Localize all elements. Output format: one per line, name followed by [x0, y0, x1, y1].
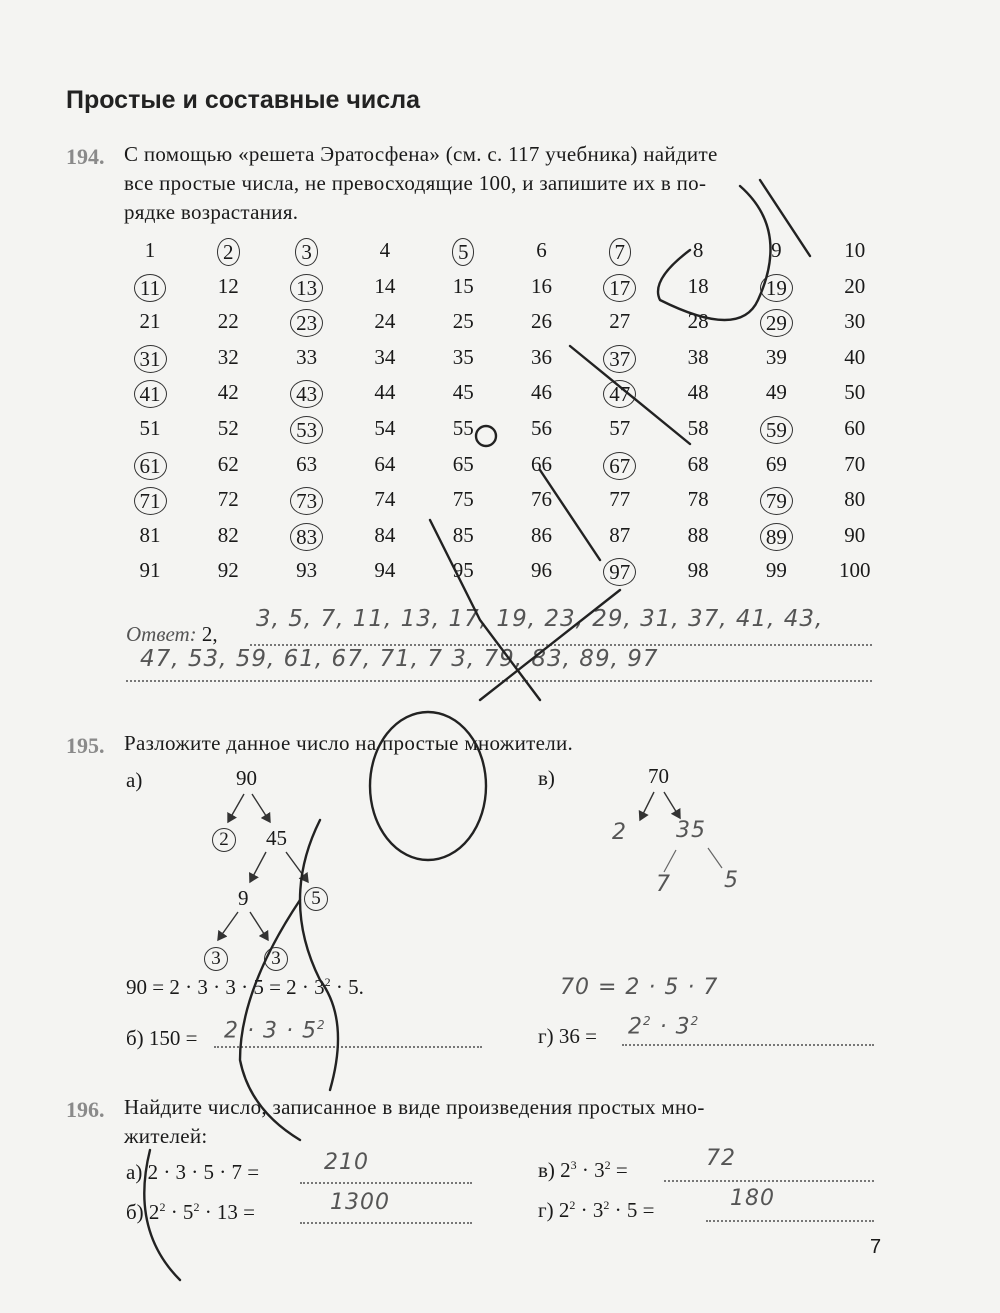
sieve-value: 24	[374, 309, 396, 334]
sieve-value: 4	[379, 238, 391, 262]
task-194-line2: все простые числа, не превосходящие 100, и запишите их в по-	[124, 171, 707, 195]
sieve-value: 57	[609, 416, 631, 440]
tree-v-hand-2: 2	[612, 820, 627, 845]
circled-prime: 13	[290, 274, 323, 302]
sieve-value: 45	[452, 380, 474, 405]
sieve-value: 14	[374, 273, 396, 298]
sieve-value: 76	[531, 487, 552, 512]
sieve-value: 63	[296, 451, 318, 476]
sieve-value: 12	[217, 273, 239, 298]
sieve-value: 77	[609, 487, 631, 512]
task-196-g-label: г) $2^2 \cdot 3^2 \cdot 5$ =	[538, 1198, 655, 1222]
answer-label: Ответ:	[126, 622, 197, 646]
task-196-b-label: б) $2^2 \cdot 5^2 \cdot 13$ =	[126, 1200, 256, 1224]
sieve-value: 64	[374, 451, 396, 476]
sieve-value: 16	[531, 273, 552, 298]
sieve-value: 69	[765, 451, 787, 476]
task-195-a-label: а)	[126, 768, 143, 792]
sieve-value: 62	[217, 451, 239, 476]
sieve-value: 20	[844, 273, 866, 298]
tree-a-node-9: 9	[238, 886, 249, 910]
sieve-value: 56	[531, 416, 552, 440]
sieve-value: 30	[844, 309, 866, 334]
circled-prime: 73	[290, 487, 323, 515]
answer-hand-line1: 3, 5, 7, 11, 13, 17, 19, 23, 29, 31, 37, 41, 43,	[256, 606, 824, 632]
sieve-value: 49	[765, 380, 787, 405]
sieve-value: 50	[844, 380, 866, 405]
circled-prime: 17	[603, 274, 636, 302]
sieve-value: 6	[536, 238, 547, 262]
task-196-text: Найдите число, записанное в виде произведения простых мно- жителей:	[124, 1095, 705, 1148]
tree-v-root: 70	[648, 764, 669, 788]
tree-a-factor-2: 2	[212, 828, 236, 852]
task-195-v-label: в)	[538, 766, 555, 790]
sieve-value: 52	[217, 416, 239, 440]
sieve-value: 22	[217, 309, 239, 334]
task-195-g-hand: $2^2 \cdot 3^2$	[628, 1014, 700, 1040]
page-number: 7	[870, 1236, 882, 1258]
task-196-number: 196.	[66, 1097, 105, 1122]
sieve-value: 90	[844, 522, 866, 547]
sieve-value: 55	[452, 416, 474, 440]
sieve-value: 39	[765, 344, 787, 369]
tree-a-root: 90	[236, 766, 257, 790]
tree-a-node-45: 45	[266, 826, 287, 850]
sieve-value: 36	[531, 344, 552, 369]
task-196-a-hand: 210	[324, 1150, 369, 1175]
circled-prime: 41	[134, 380, 167, 408]
sieve-value: 44	[374, 380, 396, 405]
sieve-value: 93	[296, 558, 318, 583]
sieve-value: 84	[374, 522, 396, 547]
task-196-v-hand: 72	[706, 1146, 736, 1171]
sieve-value: 46	[531, 380, 552, 405]
sieve-value: 70	[844, 451, 866, 476]
task-194-number: 194.	[66, 144, 105, 169]
sieve-value: 51	[139, 416, 161, 440]
sieve-value: 10	[844, 238, 866, 262]
sieve-value: 60	[844, 416, 866, 440]
circled-prime: 53	[290, 416, 323, 444]
sieve-value: 98	[687, 558, 709, 583]
sieve-value: 72	[217, 487, 239, 512]
sieve-value: 92	[217, 558, 239, 583]
tree-a-factor-3a: 3	[204, 947, 228, 971]
circled-prime: 89	[760, 523, 793, 551]
tree-a-factor-5: 5	[304, 887, 328, 911]
sieve-value: 18	[687, 273, 709, 298]
circled-prime: 83	[290, 523, 323, 551]
task-196-b-hand: 1300	[330, 1190, 390, 1215]
sieve-value: 54	[374, 416, 396, 440]
sieve-value: 94	[374, 558, 396, 583]
sieve-value: 66	[531, 451, 552, 476]
section-title: Простые и составные числа	[66, 86, 420, 114]
task-196-g-hand: 180	[730, 1186, 775, 1211]
sieve-value: 15	[452, 273, 474, 298]
circled-prime: 79	[760, 487, 793, 515]
task-196-v-label: в) $2^3 \cdot 3^2$ =	[538, 1158, 628, 1182]
circled-prime: 31	[134, 345, 167, 373]
sieve-value: 25	[452, 309, 474, 334]
circled-prime: 71	[134, 487, 167, 515]
tree-a-factor-3b: 3	[264, 947, 288, 971]
sieve-value: 88	[687, 522, 709, 547]
task-196-a-label: а) 2 · 3 · 5 · 7 =	[126, 1160, 260, 1184]
task-195-number: 195.	[66, 733, 105, 758]
circled-prime: 47	[603, 380, 636, 408]
circled-prime: 7	[609, 238, 632, 266]
circled-prime: 29	[760, 309, 793, 337]
sieve-value: 35	[452, 344, 474, 369]
circled-prime: 67	[603, 452, 636, 480]
task-195-b-hand: $2 \cdot 3 \cdot 5^2$	[224, 1018, 326, 1044]
sieve-value: 87	[609, 522, 631, 547]
sieve-value: 9	[771, 238, 782, 262]
sieve-value: 40	[844, 344, 866, 369]
circled-prime: 11	[134, 274, 166, 302]
circled-prime: 37	[603, 345, 636, 373]
circled-prime: 19	[760, 274, 793, 302]
sieve-value: 100	[838, 558, 871, 583]
tree-v-hand-result: 70 = 2 · 5 · 7	[560, 975, 719, 1000]
circled-prime: 23	[290, 309, 323, 337]
answer-hand-line2: 47, 53, 59, 61, 67, 71, 7 3, 79, 83, 89, 97	[140, 646, 659, 672]
tree-v-hand-7: 7	[656, 872, 671, 897]
circled-prime: 2	[217, 238, 240, 266]
answer-printed: 2,	[201, 622, 218, 646]
sieve-value: 95	[452, 558, 474, 583]
sieve-value: 86	[531, 522, 552, 547]
sieve-value: 34	[374, 344, 396, 369]
task-195-text: Разложите данное число на простые множители.	[124, 731, 574, 755]
sieve-value: 75	[452, 487, 474, 512]
task-195-a-result: $90 = 2 \cdot 3 \cdot 3 \cdot 5 = 2 \cdot 3^2 \cdot 5$.	[126, 975, 364, 999]
task-194-line1: С помощью «решета Эратосфена» (см. с. 117 учебника) найдите	[124, 142, 718, 166]
sieve-value: 85	[452, 522, 474, 547]
sieve-value: 96	[531, 558, 552, 583]
tree-v-hand-5: 5	[724, 868, 739, 893]
sieve-value: 21	[139, 309, 161, 334]
sieve-value: 58	[687, 416, 709, 440]
sieve-value: 33	[296, 344, 318, 369]
circled-prime: 61	[134, 452, 167, 480]
sieve-value: 42	[217, 380, 239, 405]
sieve-value: 68	[687, 451, 709, 476]
sieve-value: 91	[139, 558, 161, 583]
task-195-g-label: г) 36 =	[538, 1024, 597, 1048]
sieve-value: 28	[687, 309, 709, 334]
sieve-value: 1	[144, 238, 156, 262]
circled-prime: 43	[290, 380, 323, 408]
sieve-value: 78	[687, 487, 709, 512]
sieve-value: 8	[692, 238, 704, 262]
task-194-line3: рядке возрастания.	[124, 200, 299, 224]
circled-prime: 59	[760, 416, 793, 444]
sieve-value: 48	[687, 380, 709, 405]
sieve-value: 74	[374, 487, 396, 512]
circled-prime: 97	[603, 558, 636, 586]
sieve-value: 27	[609, 309, 631, 334]
sieve-value: 82	[217, 522, 239, 547]
sieve-value: 81	[139, 522, 161, 547]
sieve-value: 80	[844, 487, 866, 512]
task-195-b-label: б) 150 =	[126, 1026, 198, 1050]
sieve-value: 65	[452, 451, 474, 476]
tree-v-hand-35: 35	[676, 818, 706, 843]
sieve-value: 38	[687, 344, 709, 369]
circled-prime: 3	[295, 238, 318, 266]
sieve-value: 99	[765, 558, 787, 583]
sieve-value: 26	[531, 309, 552, 334]
hand-arrows	[664, 848, 722, 872]
circled-prime: 5	[452, 238, 475, 266]
sieve-value: 32	[217, 344, 239, 369]
pencil-scribbles	[144, 180, 810, 1280]
